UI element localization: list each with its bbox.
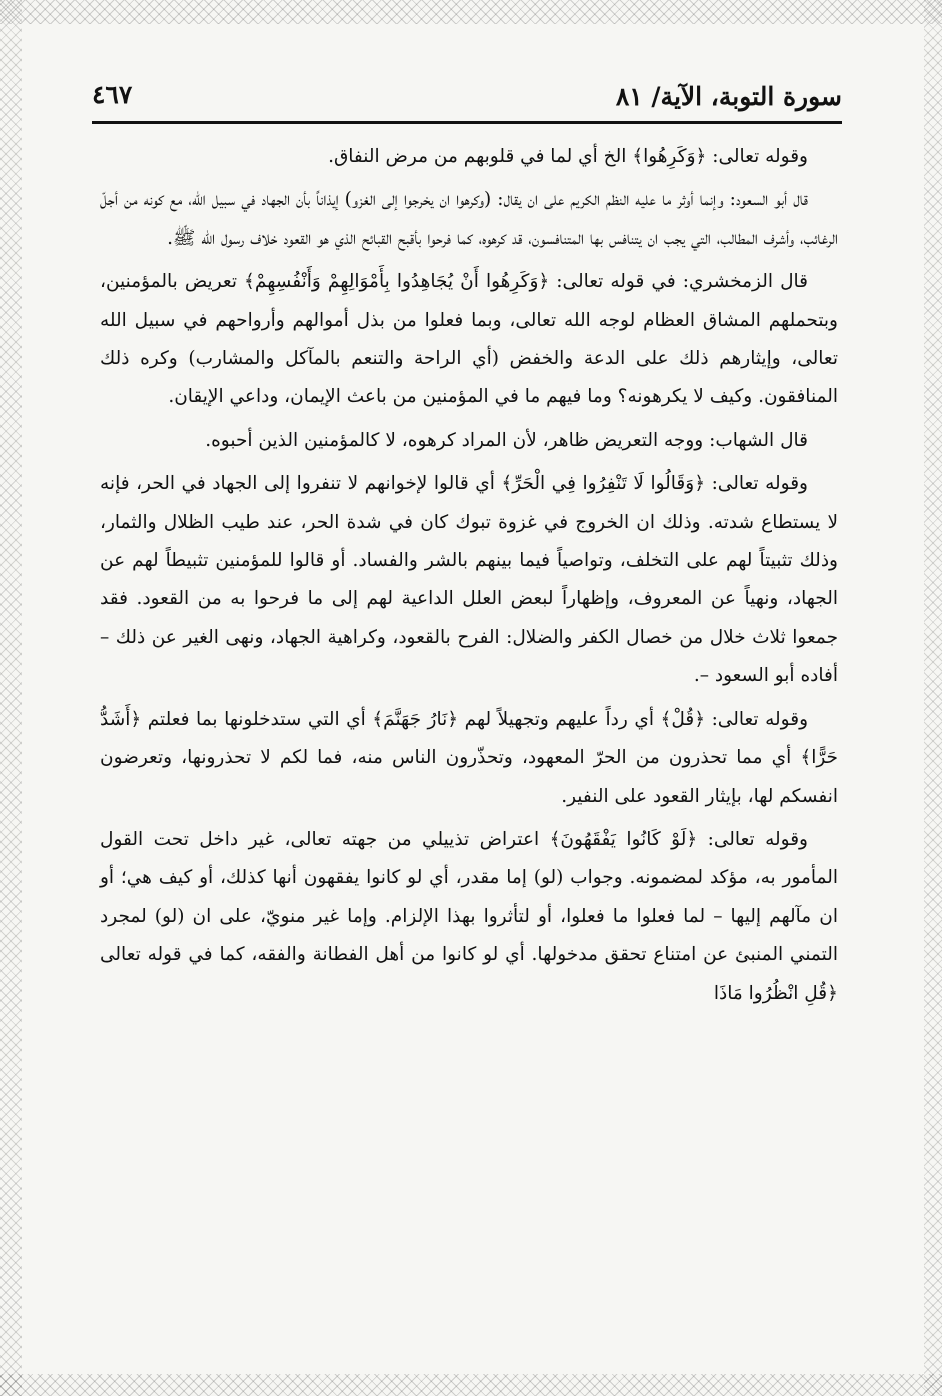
paragraph: وقوله تعالى: ﴿قُلْ﴾ أي رداً عليهم وتجهيلاً لهم ﴿نَارُ جَهَنَّمَ﴾ أي التي ستدخلونها بما فعلتم ﴿أَشَدُّ حَرًّا﴾ أي مما تحذرون من الحرّ المعهود، وتحذّرون الناس منه، فما لكم لا تحذرونها، وتعرضون انفسكم لها، بإيثار القعود على النفير. bbox=[100, 708, 838, 807]
paragraph: قال الزمخشري: في قوله تعالى: ﴿وَكَرِهُوا أَنْ يُجَاهِدُوا بِأَمْوَالِهِمْ وَأَنْفُسِهِمْ﴾ تعريض بالمؤمنين، وبتحملهم المشاق العظام لوجه الله تعالى، وبما فعلوا من بذل أموالهم وأرواحهم في سبيل الله تعالى، وإيثارهم ذلك على الدعة والخفض (أي الراحة والتنعم بالمآكل والمشارب) وكره ذلك المنافقون. وكيف لا يكرهونه؟ وما فيهم ما في المؤمنين من باعث الإيمان، وداعي الإيقان. bbox=[100, 271, 838, 408]
ornamental-border-left bbox=[0, 0, 22, 1396]
paragraph: وقوله تعالى: ﴿وَكَرِهُوا﴾ الخ أي لما في قلوبهم من مرض النفاق. bbox=[328, 146, 808, 167]
ornamental-border-top bbox=[0, 0, 942, 24]
ornamental-border-bottom bbox=[0, 1374, 942, 1396]
paragraph: قال أبو السعود: وإنما أوثر ما عليه النظم الكريم على ان يقال: (وكرهوا ان يخرجوا إلى الغزو) إيذاناً بأن الجهاد في سبيل الله، مع كونه من أجلّ الرغائب، وأشرف المطالب، التي يجب ان يتنافس بها المتنافسون، قد كرهوه، كما فرحوا بأقبح القبائح الذي هو القعود خلاف رسول الله ﷺ. bbox=[100, 189, 838, 249]
paragraph: قال الشهاب: ووجه التعريض ظاهر، لأن المراد كرهوه، لا كالمؤمنين الذين أحبوه. bbox=[205, 429, 808, 451]
header-rule bbox=[92, 121, 842, 124]
paragraph: وقوله تعالى: ﴿لَوْ كَانُوا يَفْقَهُونَ﴾ اعتراض تذييلي من جهته تعالى، غير داخل تحت القول المأمور به، مؤكد لمضمونه. وجواب (لو) إما مقدر، أي لو كانوا يفقهون أنها كذلك، أو كيف هي؛ أو ان مآلهم إليها – لما فعلوا ما فعلوا، أو لتأثروا بهذا الإلزام. وإما غير منويّ، على ان (لو) لمجرد التمني المنبئ عن امتناع تحقق مدخولها. أي لو كانوا من أهل الفطانة والفقه، كما في قوله تعالى ﴿قُلِ انْظُرُوا مَاذَا bbox=[100, 828, 838, 1004]
page-number: ٤٦٧ bbox=[92, 80, 133, 109]
running-title: سورة التوبة، الآية/ ٨١ bbox=[615, 82, 842, 111]
page-header bbox=[92, 78, 842, 122]
paragraph: وقوله تعالى: ﴿وَقَالُوا لَا تَنْفِرُوا فِي الْحَرِّ﴾ أي قالوا لإخوانهم لا تنفروا إلى الجهاد في الحر، فإنه لا يستطاع شدته. وذلك ان الخروج في غزوة تبوك كان في شدة الحر، عند طيب الظلال والثمار، وذلك تثبيتاً لهم على التخلف، وتواصياً فيما بينهم بالشر والفساد. أو قالوا للمؤمنين تثبيطاً لهم عن الجهاد، ونهياً عن المعروف، وإظهاراً لبعض العلل الداعية لهم إلى ما فرحوا به من القعود. فقد جمعوا ثلاث خلال من خصال الكفر والضلال: الفرح بالقعود، وكراهية الجهاد، ونهى الغير عن ذلك – أفاده أبو السعود –. bbox=[100, 473, 838, 687]
ornamental-border-right bbox=[924, 0, 942, 1396]
body-text bbox=[100, 138, 838, 1018]
